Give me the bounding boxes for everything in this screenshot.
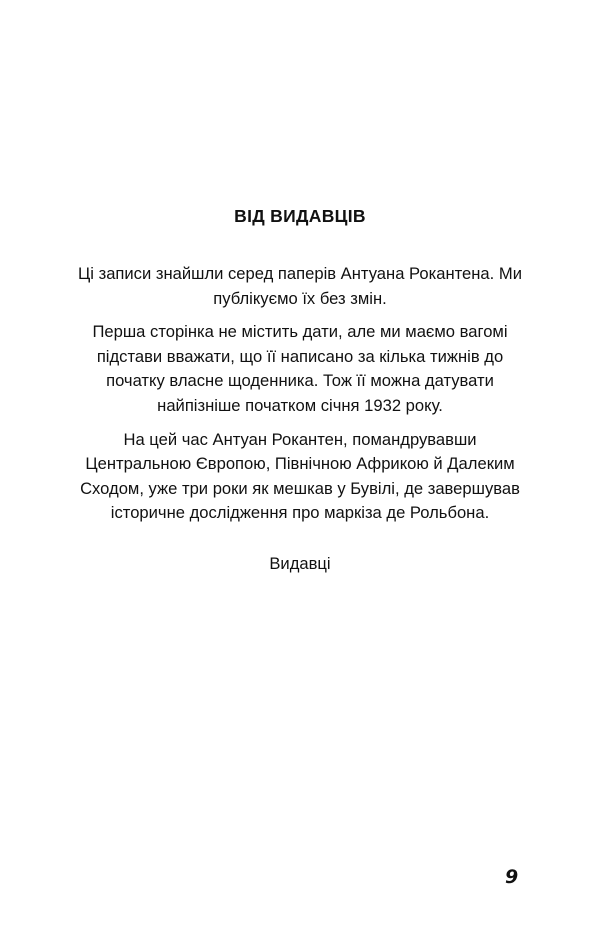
paragraph-3: На цей час Антуан Рокантен, помандрувавши Центральною Європою, Північною Африкою й Далеким Сходом, уже три роки як мешкав у Бувілі, де завершував історичне дослідження про маркіза де Рольбона. xyxy=(80,429,520,523)
page-number: 9 xyxy=(505,866,519,888)
paragraph-2: Перша сторінка не містить дати, але ми маємо вагомі підстави вважати, що її написано за кілька тижнів до початку власне щоденника. Тож її можна датувати найпізніше початком січня 1932 року. xyxy=(92,322,508,415)
publishers-note xyxy=(70,262,530,535)
signature: Видавці xyxy=(269,554,331,573)
paragraph-1: Ці записи знайшли серед паперів Антуана Рокантена. Ми публікуємо їх без змін. xyxy=(78,264,522,308)
section-heading: ВІД ВИДАВЦІВ xyxy=(234,206,366,226)
